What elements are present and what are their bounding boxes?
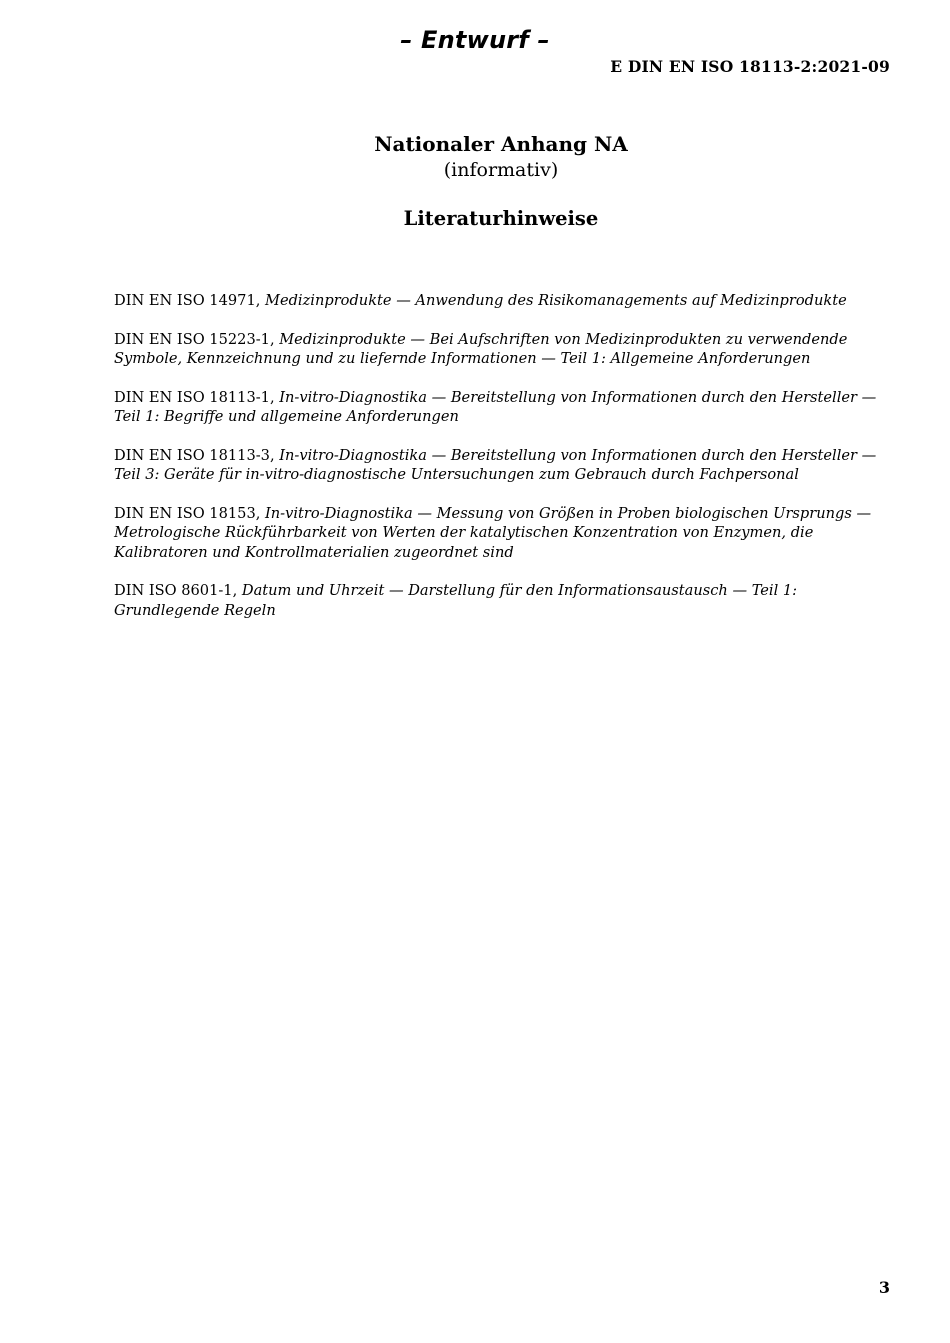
reference-title: Datum und Uhrzeit — Darstellung für den Informationsaustausch — Teil 1: Grundlegende Regeln (114, 582, 798, 619)
reference-title: In-vitro-Diagnostika — Messung von Größen in Proben biologischen Ursprungs — Metrologische Rückführbarkeit von Werten der katalytischen Konzentration von Enzymen, die Kalibratoren und Kontrollmaterialien zugeordnet sind (114, 504, 872, 561)
reference-title: Medizinprodukte — Anwendung des Risikomanagements auf Medizinprodukte (265, 292, 847, 309)
page-number: 3 (878, 1278, 890, 1297)
reference-item (114, 581, 886, 620)
reference-item (114, 291, 886, 311)
annex-title: Nationaler Anhang NA (374, 132, 628, 156)
reference-item (114, 504, 886, 563)
reference-designation: DIN EN ISO 14971, (114, 292, 261, 309)
reference-title: Medizinprodukte — Bei Aufschriften von Medizinprodukten zu verwendende Symbole, Kennzeichnung und zu liefernde Informationen — Teil 1: Allgemeine Anforderungen (114, 330, 848, 367)
reference-item (114, 446, 886, 485)
reference-list (114, 291, 886, 639)
reference-designation: DIN EN ISO 18113-3, (114, 446, 275, 464)
reference-title: In-vitro-Diagnostika — Bereitstellung von Informationen durch den Hersteller — Teil 1: Begriffe und allgemeine Anforderungen (114, 388, 877, 425)
reference-designation: DIN EN ISO 18113-1, (114, 388, 275, 406)
reference-designation: DIN ISO 8601-1, (114, 582, 238, 599)
section-title: Literaturhinweise (403, 207, 599, 230)
draft-mark: – Entwurf – (400, 26, 550, 54)
document-id: E DIN EN ISO 18113-2:2021-09 (610, 57, 890, 76)
reference-item (114, 330, 886, 369)
reference-item (114, 388, 886, 427)
reference-title: In-vitro-Diagnostika — Bereitstellung von Informationen durch den Hersteller — Teil 3: Geräte für in-vitro-diagnostische Untersuchungen zum Gebrauch durch Fachpersonal (114, 446, 877, 483)
reference-designation: DIN EN ISO 15223-1, (114, 330, 275, 348)
annex-subtitle: (informativ) (443, 159, 559, 181)
reference-designation: DIN EN ISO 18153, (114, 504, 261, 522)
